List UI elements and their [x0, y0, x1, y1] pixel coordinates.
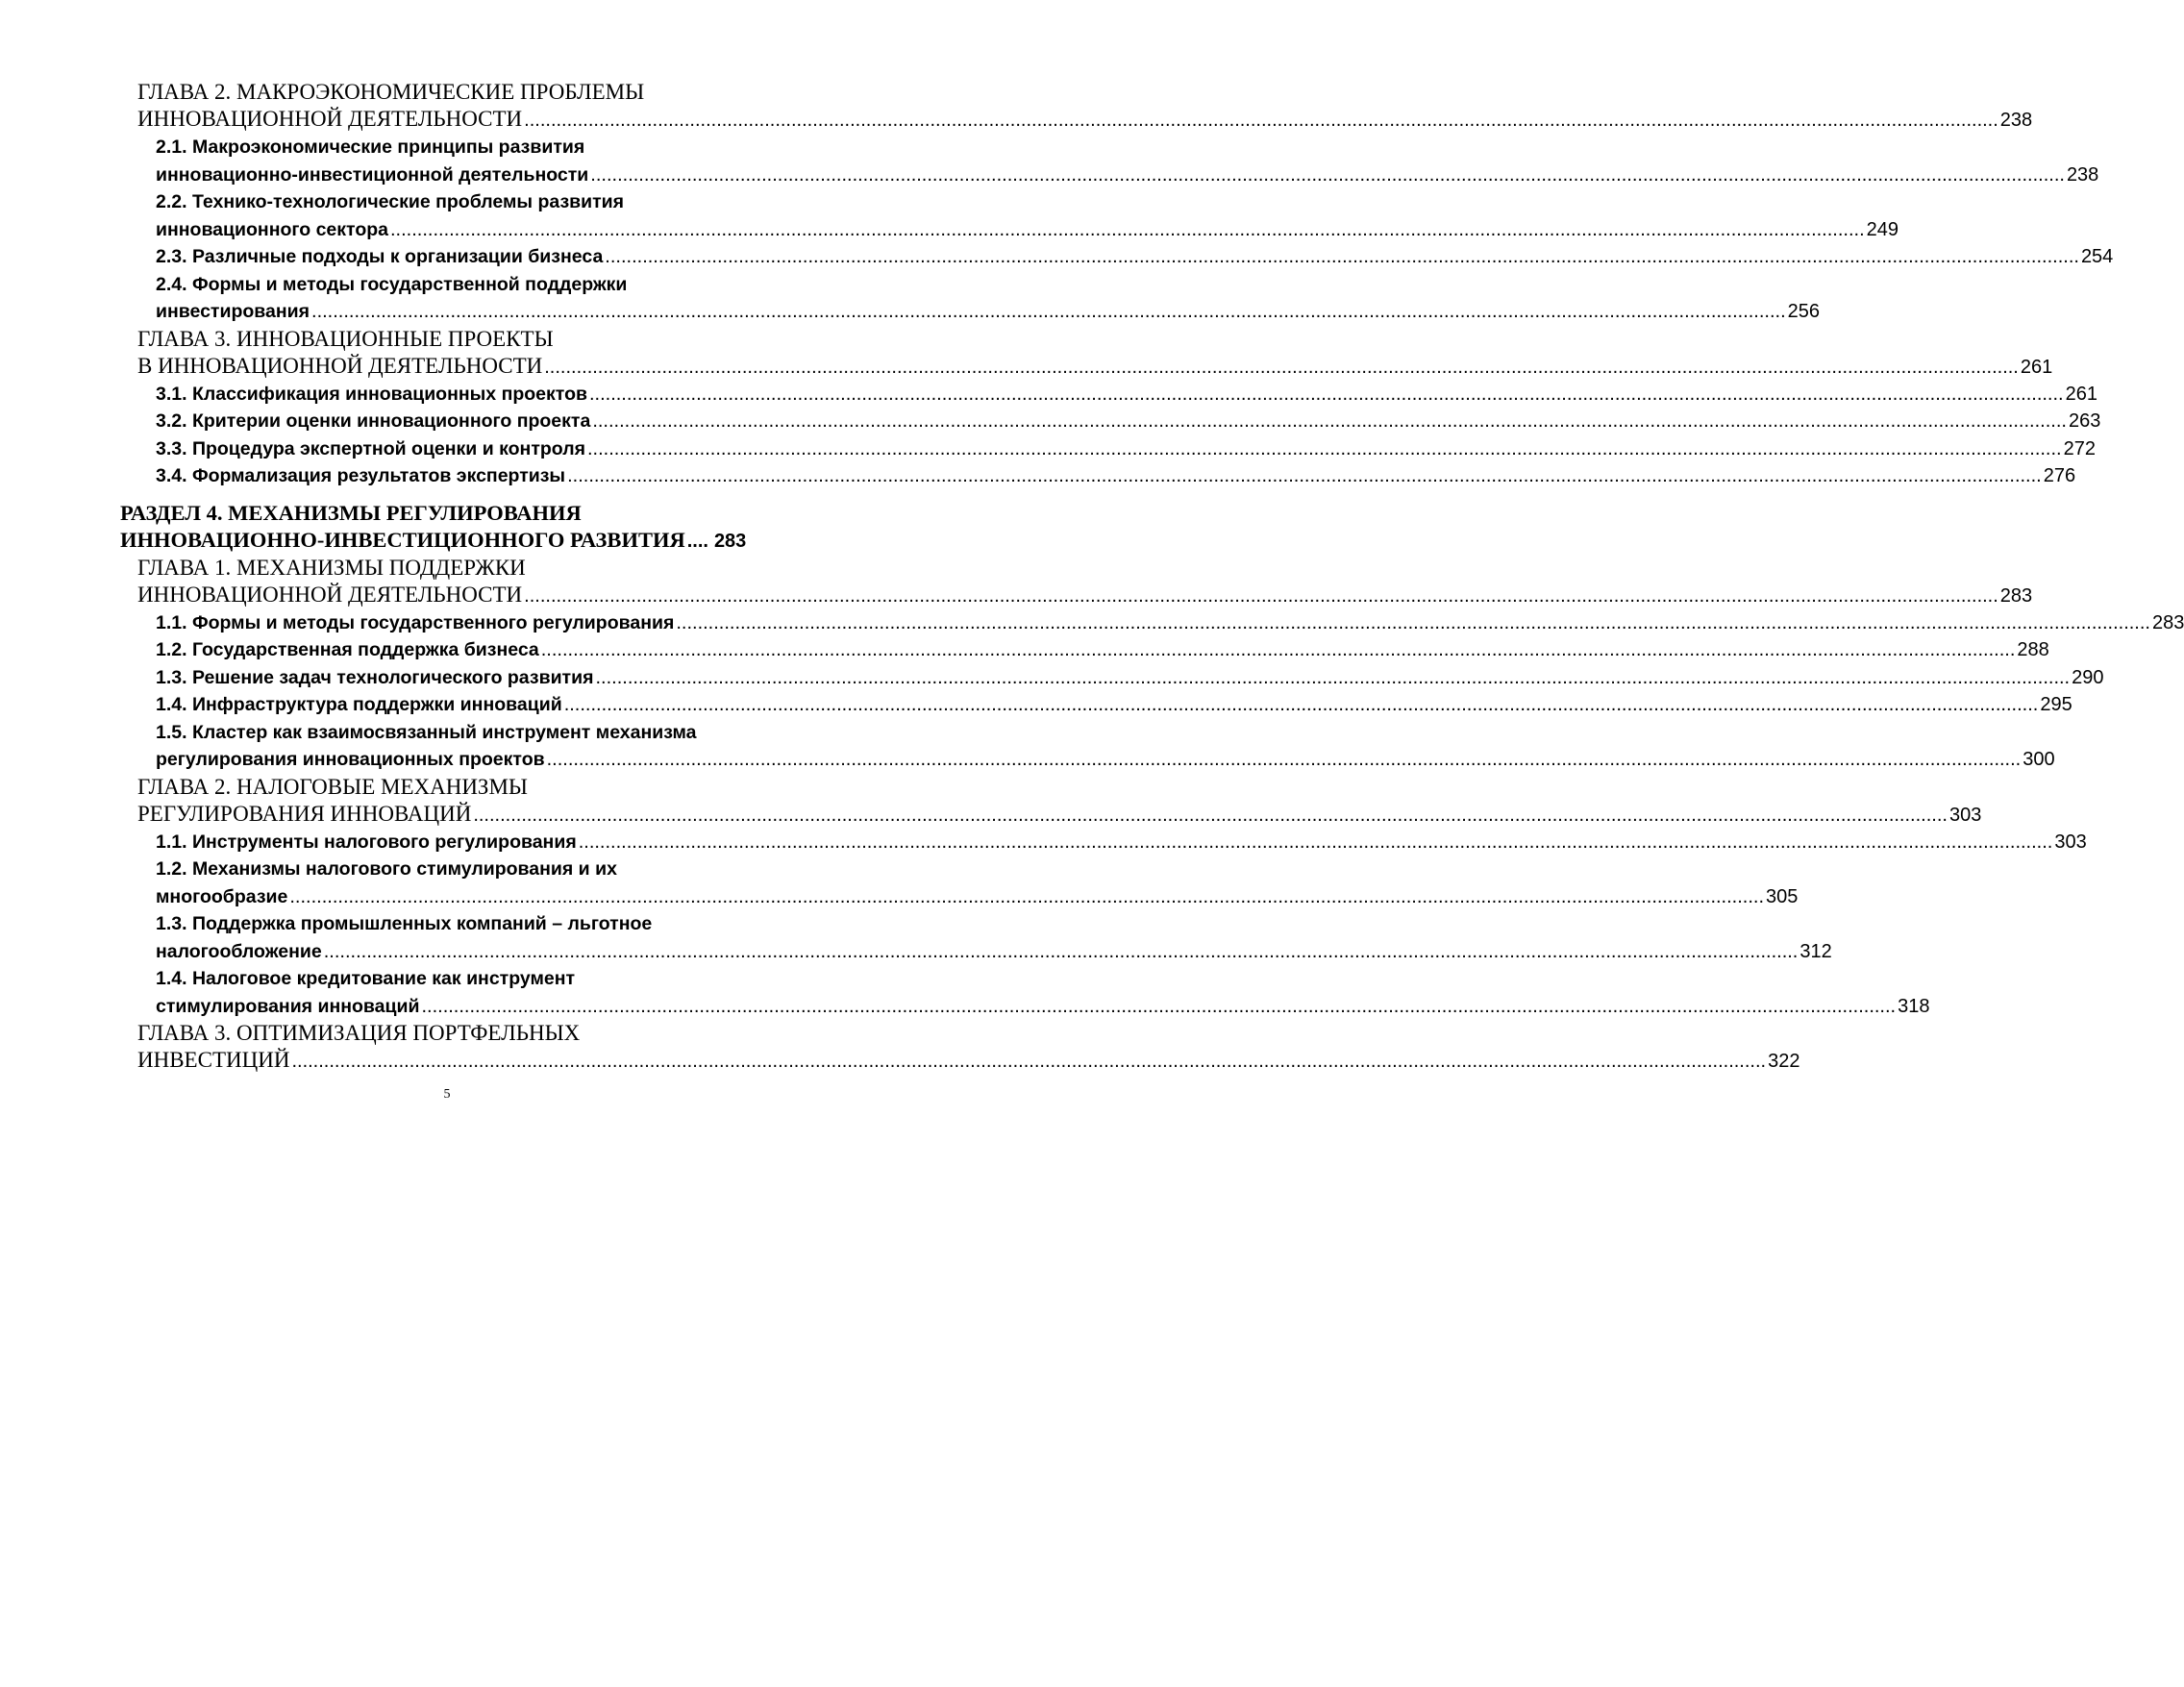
dot-leader: [324, 938, 1799, 966]
toc-entry-row: [156, 664, 2104, 692]
toc-entry-row: [120, 527, 778, 555]
toc-section: [120, 462, 2076, 490]
toc-page-number: 303: [1948, 804, 1982, 826]
toc-section: [120, 636, 2049, 664]
toc-chapter-title-line: ГЛАВА 2. НАЛОГОВЫЕ МЕХАНИЗМЫ: [137, 774, 528, 799]
toc-section-title-line: 3.1. Классификация инновационных проектов: [156, 383, 587, 405]
toc-section-title-line: 1.4. Налоговое кредитование как инструмент: [156, 968, 576, 989]
toc-entry-row: [137, 1047, 1800, 1075]
dot-leader: [595, 664, 2070, 692]
toc-section: [120, 243, 2114, 271]
toc-page-number: 261: [2065, 383, 2097, 405]
toc-section: [120, 435, 2096, 463]
dot-leader: [687, 528, 708, 555]
toc-section-title-line: инновационного сектора: [156, 218, 388, 240]
dot-leader: [589, 381, 2064, 409]
toc-page-number: 261: [2020, 356, 2053, 378]
dot-leader: [579, 829, 2053, 856]
toc-section: [120, 691, 2072, 719]
toc-entry-row: [156, 243, 2114, 271]
toc-section: [120, 134, 2099, 188]
toc-chapter-title-line: В ИННОВАЦИОННОЙ ДЕЯТЕЛЬНОСТИ: [137, 353, 543, 378]
page-number: 5: [443, 1087, 451, 1102]
toc-section: [120, 856, 1799, 910]
toc-section-title-line: регулирования инновационных проектов: [156, 749, 545, 770]
toc-entry-row: [137, 353, 2053, 381]
toc-section: [120, 910, 1832, 965]
toc-entry-row: [156, 691, 2072, 719]
toc-entry-row: [156, 609, 2184, 637]
toc-section-title-line: инвестирования: [156, 301, 310, 322]
toc-chapter-title-line: ГЛАВА 3. ОПТИМИЗАЦИЯ ПОРТФЕЛЬНЫХ: [137, 1021, 581, 1045]
toc-part-title-line: РАЗДЕЛ 4. МЕХАНИЗМЫ РЕГУЛИРОВАНИЯ: [120, 500, 582, 525]
toc-entry-row: [156, 408, 2101, 435]
toc-chapter: [120, 326, 2053, 381]
toc-chapter: [120, 1020, 1800, 1075]
toc-chapter: [120, 79, 2033, 134]
toc-section-title-line: 1.1. Формы и методы государственного регулирования: [156, 611, 675, 633]
dot-leader: [676, 609, 2150, 637]
toc-section-title-line: 3.3. Процедура экспертной оценки и контроля: [156, 437, 585, 459]
dot-leader: [592, 408, 2067, 435]
toc-section: [120, 664, 2104, 692]
toc-section-title-line: многообразие: [156, 885, 288, 907]
toc-section-title-line: 1.3. Поддержка промышленных компаний – льготное: [156, 913, 653, 934]
toc-entry-row: [156, 462, 2076, 490]
toc-section-title-line: налогообложение: [156, 940, 322, 962]
dot-leader: [524, 583, 1998, 609]
toc-page-number: 300: [2023, 749, 2055, 770]
toc-part: [120, 500, 778, 555]
dot-leader: [590, 161, 2065, 189]
toc-section: [120, 609, 2184, 637]
toc-section-title-line: 3.2. Критерии оценки инновационного проекта: [156, 410, 591, 432]
toc-page-number: 256: [1787, 301, 1821, 322]
dot-leader: [311, 298, 1786, 326]
toc-section-title-line: 2.3. Различные подходы к организации бизнеса: [156, 246, 604, 267]
toc-page-number: 322: [1768, 1051, 1800, 1072]
dot-leader: [544, 354, 2019, 381]
toc-section-title-line: 2.2. Технико-технологические проблемы развития: [156, 191, 625, 212]
toc-section-title-line: 1.3. Решение задач технологического развития: [156, 666, 594, 688]
toc-section: [120, 965, 1930, 1020]
toc-section-title-line: 1.2. Государственная поддержка бизнеса: [156, 639, 539, 660]
toc-page-number: 272: [2063, 437, 2096, 459]
toc-section-title-line: 2.1. Макроэкономические принципы развития: [156, 136, 585, 158]
dot-leader: [473, 802, 1948, 829]
toc-page-number: 254: [2080, 246, 2114, 267]
toc-entry-row: [156, 829, 2087, 856]
toc-page-number: 283: [2151, 611, 2184, 633]
toc-entry-row: [137, 106, 2033, 134]
dot-leader: [605, 243, 2079, 271]
toc-entry-row: [156, 161, 2099, 189]
toc-chapter-title-line: ИННОВАЦИОННОЙ ДЕЯТЕЛЬНОСТИ: [137, 582, 523, 607]
toc-entry-row: [156, 636, 2049, 664]
toc-section: [120, 829, 2087, 856]
toc-entry-row: [156, 298, 1821, 326]
toc-entry-row: [137, 801, 1982, 829]
toc-page-number: 295: [2040, 694, 2072, 715]
toc-entry-row: [156, 216, 1899, 244]
toc-chapter: [120, 555, 2033, 609]
toc-section: [120, 719, 2055, 774]
toc-entry-row: [156, 746, 2055, 774]
toc-page-number: 238: [2066, 163, 2099, 186]
toc-page-number: 283: [1999, 584, 2033, 607]
toc-section: [120, 381, 2097, 409]
toc-page-number: 249: [1866, 218, 1899, 240]
dot-leader: [421, 993, 1896, 1021]
toc-chapter-title-line: ГЛАВА 1. МЕХАНИЗМЫ ПОДДЕРЖКИ: [137, 555, 526, 580]
toc-page-number: 312: [1799, 940, 1832, 962]
toc-entry-row: [156, 381, 2097, 409]
toc-entry-row: [137, 582, 2033, 609]
toc-page-number: 305: [1766, 885, 1799, 907]
toc-page-number: 288: [2017, 639, 2049, 660]
toc-section-title-line: 1.4. Инфраструктура поддержки инноваций: [156, 694, 562, 715]
dot-leader: [564, 691, 2039, 719]
toc-section-title-line: 1.5. Кластер как взаимосвязанный инструмент механизма: [156, 721, 697, 743]
toc-section: [120, 188, 1899, 243]
toc-chapter-title-line: ИННОВАЦИОННОЙ ДЕЯТЕЛЬНОСТИ: [137, 107, 523, 131]
dot-leader: [291, 1048, 1766, 1075]
toc-page-number: 283: [713, 530, 747, 552]
dot-leader: [547, 746, 2022, 774]
toc-page-number: 303: [2054, 831, 2087, 853]
toc-section-title-line: 1.1. Инструменты налогового регулирования: [156, 831, 577, 853]
dot-leader: [390, 216, 1865, 244]
toc-page-number: 238: [1999, 110, 2033, 131]
toc-page-number: 318: [1898, 995, 1930, 1017]
toc-section-title-line: 1.2. Механизмы налогового стимулирования и их: [156, 858, 617, 880]
toc-chapter-title-line: ГЛАВА 2. МАКРОЭКОНОМИЧЕСКИЕ ПРОБЛЕМЫ: [137, 80, 645, 104]
toc-section-title-line: 2.4. Формы и методы государственной поддержки: [156, 273, 628, 295]
toc-chapter: [120, 774, 1982, 829]
dot-leader: [541, 636, 2016, 664]
toc-entry-row: [156, 993, 1930, 1021]
toc-chapter-title-line: ИНВЕСТИЦИЙ: [137, 1048, 290, 1072]
toc-entry-row: [156, 938, 1832, 966]
toc-part-title-line: ИННОВАЦИОННО-ИНВЕСТИЦИОННОГО РАЗВИТИЯ: [120, 527, 685, 552]
toc-entry-row: [156, 883, 1799, 911]
dot-leader: [524, 107, 1998, 134]
table-of-contents: [120, 79, 2184, 1075]
toc-section: [120, 271, 1821, 326]
toc-entry-row: [156, 435, 2096, 463]
toc-page-number: 290: [2072, 666, 2104, 688]
toc-section-title-line: стимулирования инноваций: [156, 995, 420, 1017]
toc-chapter-title-line: ГЛАВА 3. ИННОВАЦИОННЫЕ ПРОЕКТЫ: [137, 326, 554, 351]
toc-section: [120, 408, 2101, 435]
toc-page-number: 276: [2043, 465, 2076, 486]
dot-leader: [289, 883, 1764, 911]
toc-chapter-title-line: РЕГУЛИРОВАНИЯ ИННОВАЦИЙ: [137, 801, 472, 826]
dot-leader: [587, 435, 2062, 463]
dot-leader: [567, 462, 2042, 490]
toc-page-number: 263: [2068, 410, 2101, 432]
toc-section-title-line: 3.4. Формализация результатов экспертизы: [156, 465, 566, 486]
toc-section-title-line: инновационно-инвестиционной деятельности: [156, 163, 589, 186]
